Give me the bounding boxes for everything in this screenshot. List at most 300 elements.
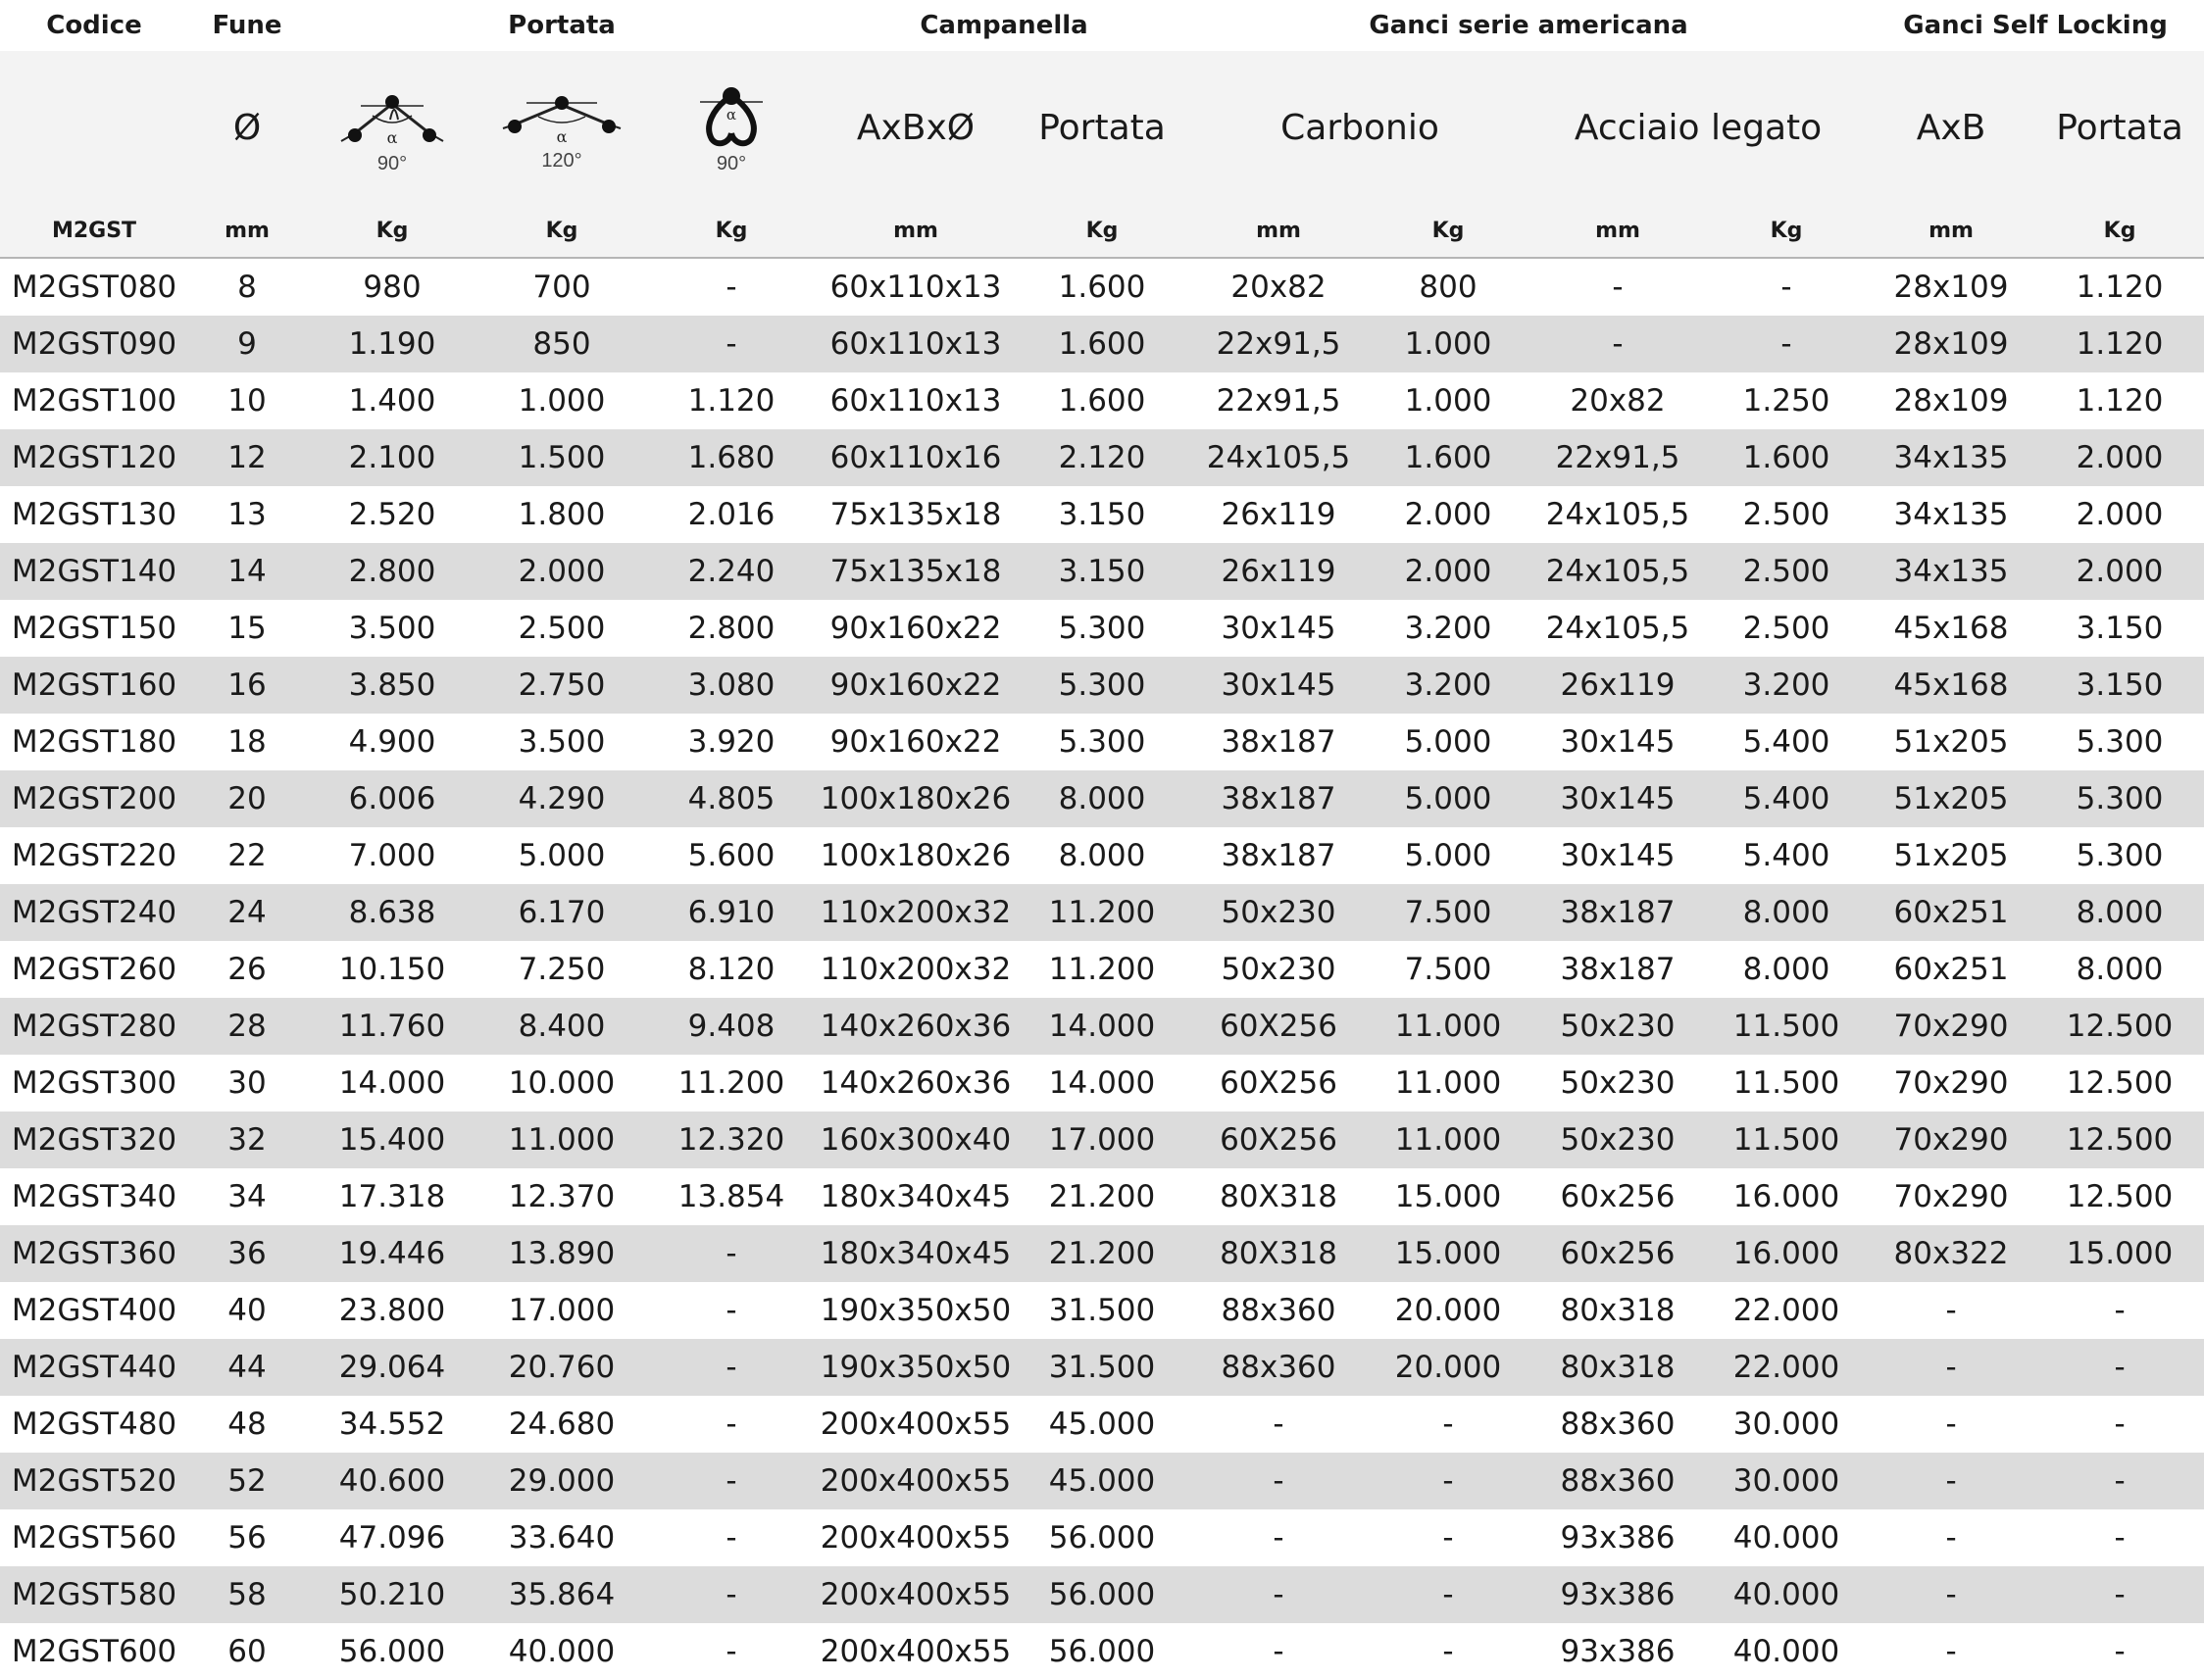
header-ganci-self-locking: Ganci Self Locking [1903, 11, 2168, 40]
table-cell: 3.080 [645, 657, 818, 714]
table-cell: 60X256 [1190, 998, 1367, 1055]
table-cell: 6.006 [306, 770, 478, 827]
table-cell: 9 [188, 316, 306, 372]
table-cell: 70x290 [1867, 1055, 2035, 1112]
table-row [0, 372, 2204, 429]
diameter-symbol: Ø [188, 51, 306, 205]
table-cell: 12.500 [2035, 1168, 2204, 1225]
table-cell: 24x105,5 [1529, 486, 1706, 543]
table-cell: - [1867, 1339, 2035, 1396]
table-cell: 60x110x13 [818, 372, 1014, 429]
product-code-cell: M2GST080 [0, 258, 188, 316]
table-row [0, 543, 2204, 600]
table-cell: 160x300x40 [818, 1112, 1014, 1168]
table-cell: 140x260x36 [818, 1055, 1014, 1112]
table-cell: 1.000 [1367, 372, 1529, 429]
table-cell: 32 [188, 1112, 306, 1168]
table-cell: 22.000 [1706, 1282, 1867, 1339]
table-row [0, 1623, 2204, 1680]
table-cell: 3.500 [306, 600, 478, 657]
table-cell: - [1190, 1623, 1367, 1680]
table-cell: 7.000 [306, 827, 478, 884]
table-cell: - [1867, 1509, 2035, 1566]
table-cell: 8.120 [645, 941, 818, 998]
table-cell: 28 [188, 998, 306, 1055]
table-cell: - [1867, 1566, 2035, 1623]
unit-cell: Kg [1014, 205, 1190, 258]
table-cell: 5.300 [2035, 714, 2204, 770]
table-cell: - [645, 1282, 818, 1339]
table-cell: 48 [188, 1396, 306, 1453]
table-cell: - [2035, 1566, 2204, 1623]
sling-angle-90-icon [333, 80, 451, 151]
table-cell: 75x135x18 [818, 543, 1014, 600]
table-cell: 7.500 [1367, 941, 1529, 998]
table-cell: - [1367, 1396, 1529, 1453]
table-cell: 45x168 [1867, 657, 2035, 714]
table-cell: 3.850 [306, 657, 478, 714]
table-cell: 15.000 [1367, 1168, 1529, 1225]
table-cell: 15.000 [2035, 1225, 2204, 1282]
table-cell: 8.000 [1706, 941, 1867, 998]
table-cell: 2.500 [478, 600, 645, 657]
product-code-cell: M2GST150 [0, 600, 188, 657]
table-cell: - [1367, 1509, 1529, 1566]
table-cell: 140x260x36 [818, 998, 1014, 1055]
svg-text:α: α [726, 106, 737, 124]
table-cell: 50x230 [1529, 1055, 1706, 1112]
table-cell: 13.890 [478, 1225, 645, 1282]
table-row [0, 1112, 2204, 1168]
table-cell: - [1867, 1453, 2035, 1509]
table-cell: 11.000 [478, 1112, 645, 1168]
unit-cell: mm [1190, 205, 1367, 258]
table-cell: 3.150 [2035, 600, 2204, 657]
table-cell: 51x205 [1867, 714, 2035, 770]
product-code-cell: M2GST520 [0, 1453, 188, 1509]
table-cell: 2.500 [1706, 543, 1867, 600]
table-cell: 50x230 [1190, 941, 1367, 998]
table-cell: 34x135 [1867, 429, 2035, 486]
unit-cell: Kg [1706, 205, 1867, 258]
table-row [0, 1566, 2204, 1623]
product-code-cell: M2GST220 [0, 827, 188, 884]
table-cell: 8.400 [478, 998, 645, 1055]
table-cell: 45.000 [1014, 1453, 1190, 1509]
table-cell: 17.000 [1014, 1112, 1190, 1168]
table-cell: 12.500 [2035, 998, 2204, 1055]
table-cell: 24x105,5 [1190, 429, 1367, 486]
table-cell: 1.120 [2035, 316, 2204, 372]
table-cell: 60x251 [1867, 941, 2035, 998]
sling-angle-120-icon [499, 83, 625, 148]
table-cell: 850 [478, 316, 645, 372]
units-row [0, 205, 2204, 258]
table-cell: 8.000 [1014, 770, 1190, 827]
table-cell: 1.600 [1367, 429, 1529, 486]
table-row [0, 486, 2204, 543]
table-cell: 200x400x55 [818, 1396, 1014, 1453]
table-cell: 28x109 [1867, 316, 2035, 372]
table-cell: 980 [306, 258, 478, 316]
table-cell: 5.400 [1706, 714, 1867, 770]
table-cell: 1.120 [645, 372, 818, 429]
table-cell: 11.500 [1706, 1112, 1867, 1168]
table-cell: 51x205 [1867, 770, 2035, 827]
table-cell: 80X318 [1190, 1225, 1367, 1282]
table-cell: 20x82 [1529, 372, 1706, 429]
table-row [0, 941, 2204, 998]
table-cell: 8.000 [1706, 884, 1867, 941]
sling-120-cell [478, 51, 645, 205]
table-body [0, 258, 2204, 1680]
product-code-cell: M2GST200 [0, 770, 188, 827]
table-cell: 15.000 [1367, 1225, 1529, 1282]
table-cell: 200x400x55 [818, 1566, 1014, 1623]
table-cell: 20 [188, 770, 306, 827]
product-code-cell: M2GST480 [0, 1396, 188, 1453]
table-cell: 11.760 [306, 998, 478, 1055]
table-cell: 56.000 [1014, 1623, 1190, 1680]
table-cell: 2.016 [645, 486, 818, 543]
table-cell: 13.854 [645, 1168, 818, 1225]
group-header-row [0, 0, 2204, 51]
table-cell: 60x110x13 [818, 258, 1014, 316]
table-cell: 60x110x16 [818, 429, 1014, 486]
table-cell: 50x230 [1529, 1112, 1706, 1168]
unit-cell: Kg [645, 205, 818, 258]
table-cell: 24 [188, 884, 306, 941]
table-cell: 190x350x50 [818, 1339, 1014, 1396]
product-code-cell: M2GST580 [0, 1566, 188, 1623]
table-cell: 58 [188, 1566, 306, 1623]
table-cell: 56.000 [1014, 1509, 1190, 1566]
table-cell: - [1190, 1453, 1367, 1509]
table-cell: 34x135 [1867, 486, 2035, 543]
table-cell: 1.600 [1706, 429, 1867, 486]
table-cell: 30x145 [1190, 600, 1367, 657]
table-cell: - [2035, 1396, 2204, 1453]
table-cell: 800 [1367, 258, 1529, 316]
unit-cell: mm [188, 205, 306, 258]
table-cell: 70x290 [1867, 998, 2035, 1055]
table-cell: 180x340x45 [818, 1168, 1014, 1225]
basket-90-cell [645, 51, 818, 205]
table-cell: 1.000 [478, 372, 645, 429]
table-cell: 11.000 [1367, 1112, 1529, 1168]
table-cell: 11.000 [1367, 998, 1529, 1055]
table-cell: 3.200 [1367, 600, 1529, 657]
unit-cell: Kg [306, 205, 478, 258]
table-cell: 60x256 [1529, 1168, 1706, 1225]
table-cell: 11.200 [1014, 884, 1190, 941]
table-cell: 5.000 [1367, 827, 1529, 884]
product-code-cell: M2GST160 [0, 657, 188, 714]
table-row [0, 1453, 2204, 1509]
table-cell: 24x105,5 [1529, 543, 1706, 600]
table-cell: 12.500 [2035, 1055, 2204, 1112]
table-cell: 5.400 [1706, 827, 1867, 884]
table-cell: 2.000 [2035, 429, 2204, 486]
table-cell: 38x187 [1190, 770, 1367, 827]
table-cell: 8.000 [2035, 884, 2204, 941]
table-cell: 16 [188, 657, 306, 714]
table-cell: 4.900 [306, 714, 478, 770]
table-cell: 60X256 [1190, 1055, 1367, 1112]
table-cell: 24x105,5 [1529, 600, 1706, 657]
table-cell: 14.000 [1014, 1055, 1190, 1112]
unit-cell: M2GST [0, 205, 188, 258]
table-cell: 38x187 [1529, 884, 1706, 941]
table-cell: 45x168 [1867, 600, 2035, 657]
table-cell: 2.000 [1367, 543, 1529, 600]
table-cell: 1.120 [2035, 372, 2204, 429]
table-row [0, 1282, 2204, 1339]
table-cell: 36 [188, 1225, 306, 1282]
table-cell: 1.120 [2035, 258, 2204, 316]
header-codice: Codice [46, 11, 142, 40]
product-code-cell: M2GST560 [0, 1509, 188, 1566]
table-row [0, 1055, 2204, 1112]
table-cell: 34 [188, 1168, 306, 1225]
product-code-cell: M2GST100 [0, 372, 188, 429]
table-cell: - [1706, 316, 1867, 372]
table-cell: 19.446 [306, 1225, 478, 1282]
table-cell: 15 [188, 600, 306, 657]
table-cell: 12 [188, 429, 306, 486]
table-cell: 2.500 [1706, 486, 1867, 543]
table-cell: 60x110x13 [818, 316, 1014, 372]
table-cell: 200x400x55 [818, 1623, 1014, 1680]
table-cell: 40.000 [1706, 1509, 1867, 1566]
table-cell: - [645, 1396, 818, 1453]
table-cell: 1.600 [1014, 316, 1190, 372]
unit-cell: mm [1529, 205, 1706, 258]
table-cell: 2.800 [306, 543, 478, 600]
campanella-portata-header: Portata [1014, 51, 1190, 205]
table-cell: 60X256 [1190, 1112, 1367, 1168]
product-code-cell: M2GST240 [0, 884, 188, 941]
table-cell: 80x318 [1529, 1339, 1706, 1396]
table-cell: 3.920 [645, 714, 818, 770]
unit-cell: mm [818, 205, 1014, 258]
table-cell: 1.500 [478, 429, 645, 486]
table-cell: 90x160x22 [818, 714, 1014, 770]
table-row [0, 1168, 2204, 1225]
table-cell: 11.000 [1367, 1055, 1529, 1112]
table-cell: 14.000 [1014, 998, 1190, 1055]
table-cell: 14.000 [306, 1055, 478, 1112]
table-cell: 5.600 [645, 827, 818, 884]
product-code-cell: M2GST360 [0, 1225, 188, 1282]
table-cell: 26x119 [1190, 486, 1367, 543]
table-cell: 5.300 [1014, 714, 1190, 770]
product-code-cell: M2GST300 [0, 1055, 188, 1112]
table-cell: 26 [188, 941, 306, 998]
table-row [0, 770, 2204, 827]
table-cell: - [1867, 1396, 2035, 1453]
table-cell: 50x230 [1529, 998, 1706, 1055]
product-code-cell: M2GST140 [0, 543, 188, 600]
table-cell: 2.000 [478, 543, 645, 600]
table-cell: 6.910 [645, 884, 818, 941]
table-cell: - [645, 1453, 818, 1509]
table-cell: 12.500 [2035, 1112, 2204, 1168]
table-cell: 34x135 [1867, 543, 2035, 600]
table-cell: 4.805 [645, 770, 818, 827]
table-cell: 29.064 [306, 1339, 478, 1396]
table-cell: 90x160x22 [818, 657, 1014, 714]
table-row [0, 657, 2204, 714]
table-cell: 51x205 [1867, 827, 2035, 884]
table-cell: - [1529, 316, 1706, 372]
table-cell: 22x91,5 [1190, 316, 1367, 372]
table-cell: 110x200x32 [818, 884, 1014, 941]
table-cell: 200x400x55 [818, 1509, 1014, 1566]
table-cell: 50x230 [1190, 884, 1367, 941]
table-cell: 80X318 [1190, 1168, 1367, 1225]
table-cell: 88x360 [1190, 1339, 1367, 1396]
table-cell: 2.750 [478, 657, 645, 714]
table-cell: 24.680 [478, 1396, 645, 1453]
table-cell: 110x200x32 [818, 941, 1014, 998]
product-code-cell: M2GST600 [0, 1623, 188, 1680]
header-ganci-americana: Ganci serie americana [1369, 11, 1688, 40]
table-cell: 40.000 [478, 1623, 645, 1680]
table-cell: 3.500 [478, 714, 645, 770]
table-cell: 8 [188, 258, 306, 316]
product-code-cell: M2GST400 [0, 1282, 188, 1339]
table-cell: 1.190 [306, 316, 478, 372]
table-cell: 16.000 [1706, 1225, 1867, 1282]
table-cell: 2.120 [1014, 429, 1190, 486]
table-cell: 3.150 [1014, 543, 1190, 600]
table-cell: - [2035, 1282, 2204, 1339]
table-cell: 93x386 [1529, 1509, 1706, 1566]
table-cell: 1.680 [645, 429, 818, 486]
table-cell: 30x145 [1529, 714, 1706, 770]
table-cell: - [1190, 1566, 1367, 1623]
table-cell: 2.800 [645, 600, 818, 657]
table-cell: - [1706, 258, 1867, 316]
table-cell: 26x119 [1529, 657, 1706, 714]
carbonio-header: Carbonio [1190, 51, 1529, 205]
table-cell: 33.640 [478, 1509, 645, 1566]
table-cell: 200x400x55 [818, 1453, 1014, 1509]
table-cell: 30 [188, 1055, 306, 1112]
table-cell: 3.200 [1367, 657, 1529, 714]
table-cell: 20.000 [1367, 1282, 1529, 1339]
table-cell: - [2035, 1453, 2204, 1509]
table-cell: 5.000 [478, 827, 645, 884]
acciaio-legato-header: Acciaio legato [1529, 51, 1867, 205]
table-cell: 7.250 [478, 941, 645, 998]
product-code-cell: M2GST260 [0, 941, 188, 998]
table-cell: 16.000 [1706, 1168, 1867, 1225]
table-cell: 52 [188, 1453, 306, 1509]
self-portata-header: Portata [2035, 51, 2204, 205]
table-cell: 2.000 [2035, 543, 2204, 600]
table-cell: 14 [188, 543, 306, 600]
table-cell: 5.300 [2035, 770, 2204, 827]
table-cell: 35.864 [478, 1566, 645, 1623]
product-code-cell: M2GST280 [0, 998, 188, 1055]
table-cell: 80x322 [1867, 1225, 2035, 1282]
icon-cell-empty [0, 51, 188, 205]
table-cell: 38x187 [1529, 941, 1706, 998]
header-fune: Fune [212, 11, 282, 40]
table-cell: 20.000 [1367, 1339, 1529, 1396]
table-cell: 11.500 [1706, 1055, 1867, 1112]
product-code-cell: M2GST440 [0, 1339, 188, 1396]
header-campanella: Campanella [920, 11, 1088, 40]
header-portata: Portata [508, 11, 616, 40]
table-cell: - [1529, 258, 1706, 316]
table-cell: 38x187 [1190, 827, 1367, 884]
table-cell: 1.400 [306, 372, 478, 429]
table-cell: 21.200 [1014, 1168, 1190, 1225]
table-row [0, 600, 2204, 657]
table-cell: 60x251 [1867, 884, 2035, 941]
product-code-cell: M2GST130 [0, 486, 188, 543]
table-cell: 38x187 [1190, 714, 1367, 770]
table-cell: - [1190, 1396, 1367, 1453]
table-cell: - [645, 1225, 818, 1282]
table-cell: 70x290 [1867, 1112, 2035, 1168]
product-code-cell: M2GST120 [0, 429, 188, 486]
table-cell: - [1867, 1623, 2035, 1680]
table-cell: 18 [188, 714, 306, 770]
table-cell: 93x386 [1529, 1623, 1706, 1680]
table-cell: 11.200 [1014, 941, 1190, 998]
table-row [0, 827, 2204, 884]
table-cell: 1.600 [1014, 258, 1190, 316]
table-cell: - [2035, 1623, 2204, 1680]
table-cell: 88x360 [1529, 1396, 1706, 1453]
table-cell: 8.000 [2035, 941, 2204, 998]
table-cell: 34.552 [306, 1396, 478, 1453]
table-row [0, 429, 2204, 486]
table-cell: 2.520 [306, 486, 478, 543]
table-cell: 1.800 [478, 486, 645, 543]
table-cell: 100x180x26 [818, 827, 1014, 884]
table-cell: 20.760 [478, 1339, 645, 1396]
table-cell: 5.400 [1706, 770, 1867, 827]
table-cell: 44 [188, 1339, 306, 1396]
svg-text:α: α [386, 128, 398, 147]
table-cell: 1.600 [1014, 372, 1190, 429]
table-cell: - [1367, 1453, 1529, 1509]
table-cell: 12.370 [478, 1168, 645, 1225]
table-cell: 75x135x18 [818, 486, 1014, 543]
table-cell: 21.200 [1014, 1225, 1190, 1282]
table-cell: 26x119 [1190, 543, 1367, 600]
icon-header-row [0, 51, 2204, 205]
sling-90-cell [306, 51, 478, 205]
table-row [0, 1509, 2204, 1566]
table-cell: 56.000 [1014, 1566, 1190, 1623]
table-cell: - [1367, 1623, 1529, 1680]
table-cell: 30x145 [1529, 827, 1706, 884]
table-cell: - [645, 1623, 818, 1680]
unit-cell: Kg [2035, 205, 2204, 258]
self-dims-header: AxB [1867, 51, 2035, 205]
table-cell: 60x256 [1529, 1225, 1706, 1282]
table-cell: 5.300 [2035, 827, 2204, 884]
table-cell: 6.170 [478, 884, 645, 941]
table-cell: 1.000 [1367, 316, 1529, 372]
table-cell: 70x290 [1867, 1168, 2035, 1225]
